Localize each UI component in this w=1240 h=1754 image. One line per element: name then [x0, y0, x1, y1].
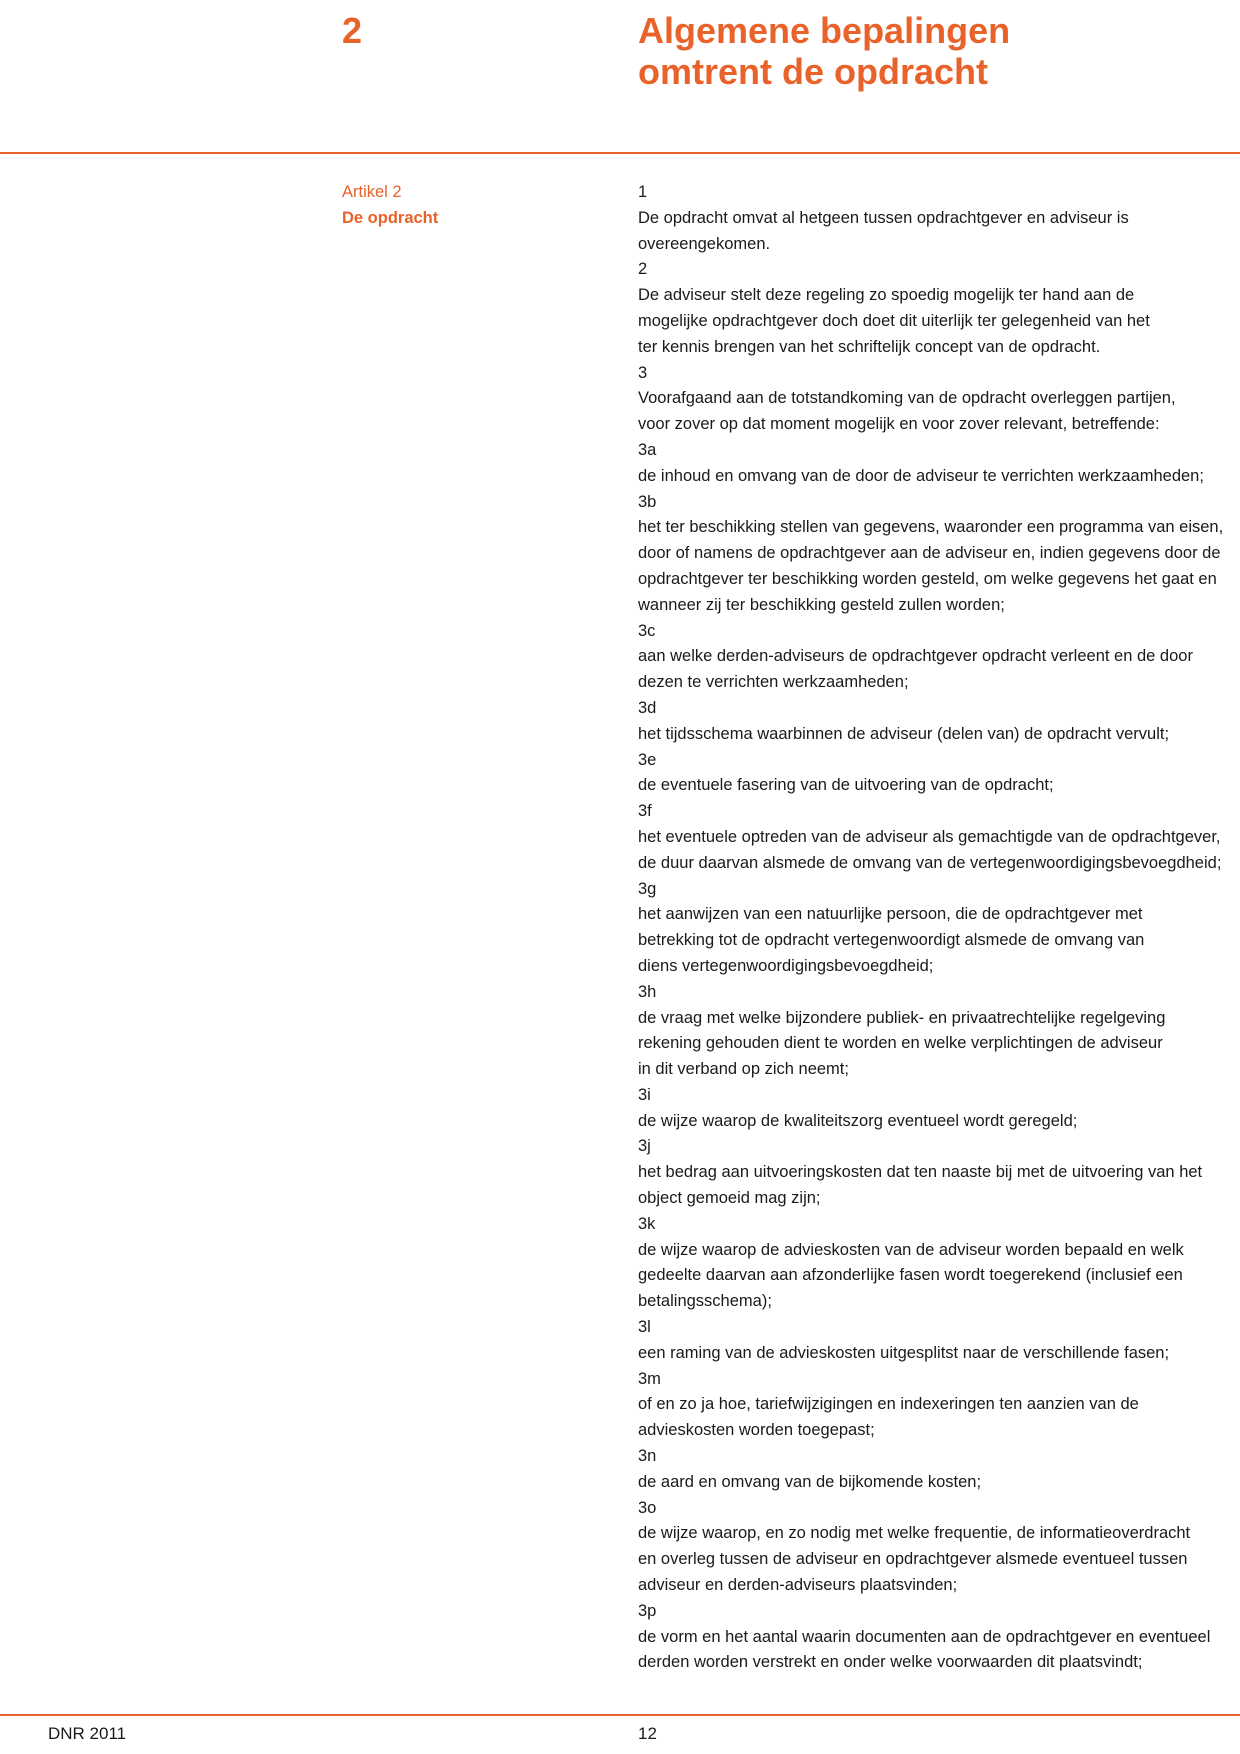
- body-line: opdrachtgever ter beschikking worden gesteld, om welke gegevens het gaat en: [638, 569, 1217, 588]
- article-title: De opdracht: [342, 209, 439, 227]
- body-line: 3f: [638, 802, 652, 821]
- body-line: advieskosten worden toegepast;: [638, 1421, 875, 1440]
- body-line: rekening gehouden dient te worden en welke verplichtingen de adviseur: [638, 1034, 1163, 1053]
- page-number: 12: [638, 1724, 657, 1743]
- body-line: de inhoud en omvang van de door de adviseur te verrichten werkzaamheden;: [638, 466, 1204, 485]
- body-line: het eventuele optreden van de adviseur als gemachtigde van de opdrachtgever,: [638, 827, 1221, 846]
- body-line: wanneer zij ter beschikking gesteld zullen worden;: [638, 595, 1005, 614]
- body-line: de wijze waarop de kwaliteitszorg eventueel wordt geregeld;: [638, 1111, 1078, 1130]
- body-line: 3b: [638, 492, 657, 511]
- body-line: 3n: [638, 1447, 657, 1466]
- body-line: object gemoeid mag zijn;: [638, 1189, 821, 1208]
- body-line: 3a: [638, 440, 657, 459]
- body-line: en overleg tussen de adviseur en opdrachtgever alsmede eventueel tussen: [638, 1550, 1188, 1569]
- body-line: 3j: [638, 1137, 651, 1156]
- body-line: adviseur en derden-adviseurs plaatsvinden;: [638, 1576, 958, 1595]
- article-body: [638, 180, 1224, 1676]
- body-line: het tijdsschema waarbinnen de adviseur (delen van) de opdracht vervult;: [638, 724, 1170, 743]
- body-line: betrekking tot de opdracht vertegenwoordigt alsmede de omvang van: [638, 931, 1145, 950]
- body-line: overeengekomen.: [638, 234, 771, 253]
- body-line: 3i: [638, 1085, 651, 1104]
- footer-publication: DNR 2011: [48, 1724, 127, 1743]
- body-line: 1: [638, 183, 648, 201]
- body-line: in dit verband op zich neemt;: [638, 1060, 849, 1079]
- body-line: 3: [638, 363, 648, 382]
- body-line: een raming van de advieskosten uitgesplitst naar de verschillende fasen;: [638, 1343, 1170, 1362]
- header-divider: [0, 152, 1240, 154]
- body-line: gedeelte daarvan aan afzonderlijke fasen wordt toegerekend (inclusief een: [638, 1266, 1183, 1285]
- body-line: 3o: [638, 1498, 657, 1517]
- body-line: aan welke derden-adviseurs de opdrachtgever opdracht verleent en de door: [638, 647, 1193, 666]
- chapter-title-line: omtrent de opdracht: [638, 51, 989, 92]
- body-line: betalingsschema);: [638, 1292, 772, 1311]
- body-line: de duur daarvan alsmede de omvang van de vertegenwoordigingsbevoegdheid;: [638, 853, 1222, 872]
- body-line: voor zover op dat moment mogelijk en voor zover relevant, betreffende:: [638, 415, 1160, 434]
- body-line: de aard en omvang van de bijkomende kosten;: [638, 1472, 982, 1491]
- body-line: de vraag met welke bijzondere publiek- en privaatrechtelijke regelgeving: [638, 1008, 1166, 1027]
- body-line: 2: [638, 260, 648, 279]
- body-line: de wijze waarop de advieskosten van de adviseur worden bepaald en welk: [638, 1240, 1184, 1259]
- body-line: de vorm en het aantal waarin documenten aan de opdrachtgever en eventueel: [638, 1627, 1211, 1646]
- body-line: door of namens de opdrachtgever aan de adviseur en, indien gegevens door de: [638, 544, 1221, 563]
- body-line: Voorafgaand aan de totstandkoming van de opdracht overleggen partijen,: [638, 389, 1176, 408]
- body-line: het bedrag aan uitvoeringskosten dat ten naaste bij met de uitvoering van het: [638, 1163, 1203, 1182]
- body-line: de wijze waarop, en zo nodig met welke frequentie, de informatieoverdracht: [638, 1524, 1191, 1543]
- body-line: de eventuele fasering van de uitvoering van de opdracht;: [638, 776, 1054, 795]
- body-line: het aanwijzen van een natuurlijke persoon, die de opdrachtgever met: [638, 905, 1143, 924]
- article-label: Artikel 2: [342, 183, 402, 201]
- body-line: diens vertegenwoordigingsbevoegdheid;: [638, 956, 934, 975]
- body-line: 3m: [638, 1369, 661, 1388]
- chapter-title-line: Algemene bepalingen: [638, 10, 1011, 51]
- footer-divider: [0, 1714, 1240, 1716]
- body-line: 3e: [638, 750, 657, 769]
- chapter-number: 2: [342, 10, 363, 51]
- body-line: dezen te verrichten werkzaamheden;: [638, 673, 909, 692]
- body-line: 3k: [638, 1214, 656, 1233]
- body-line: derden worden verstrekt en onder welke voorwaarden dit plaatsvindt;: [638, 1653, 1143, 1672]
- body-line: mogelijke opdrachtgever doch doet dit uiterlijk ter gelegenheid van het: [638, 311, 1150, 330]
- body-line: het ter beschikking stellen van gegevens, waaronder een programma van eisen,: [638, 518, 1224, 537]
- body-line: 3c: [638, 621, 656, 640]
- body-line: De opdracht omvat al hetgeen tussen opdrachtgever en adviseur is: [638, 208, 1129, 227]
- body-line: De adviseur stelt deze regeling zo spoedig mogelijk ter hand aan de: [638, 286, 1135, 305]
- body-line: 3g: [638, 879, 657, 898]
- body-line: of en zo ja hoe, tariefwijzigingen en indexeringen ten aanzien van de: [638, 1395, 1139, 1414]
- body-line: ter kennis brengen van het schriftelijk concept van de opdracht.: [638, 337, 1101, 356]
- body-line: 3l: [638, 1318, 651, 1337]
- body-line: 3h: [638, 982, 657, 1001]
- body-line: 3d: [638, 698, 657, 717]
- chapter-title: [638, 10, 1198, 92]
- body-line: 3p: [638, 1601, 657, 1620]
